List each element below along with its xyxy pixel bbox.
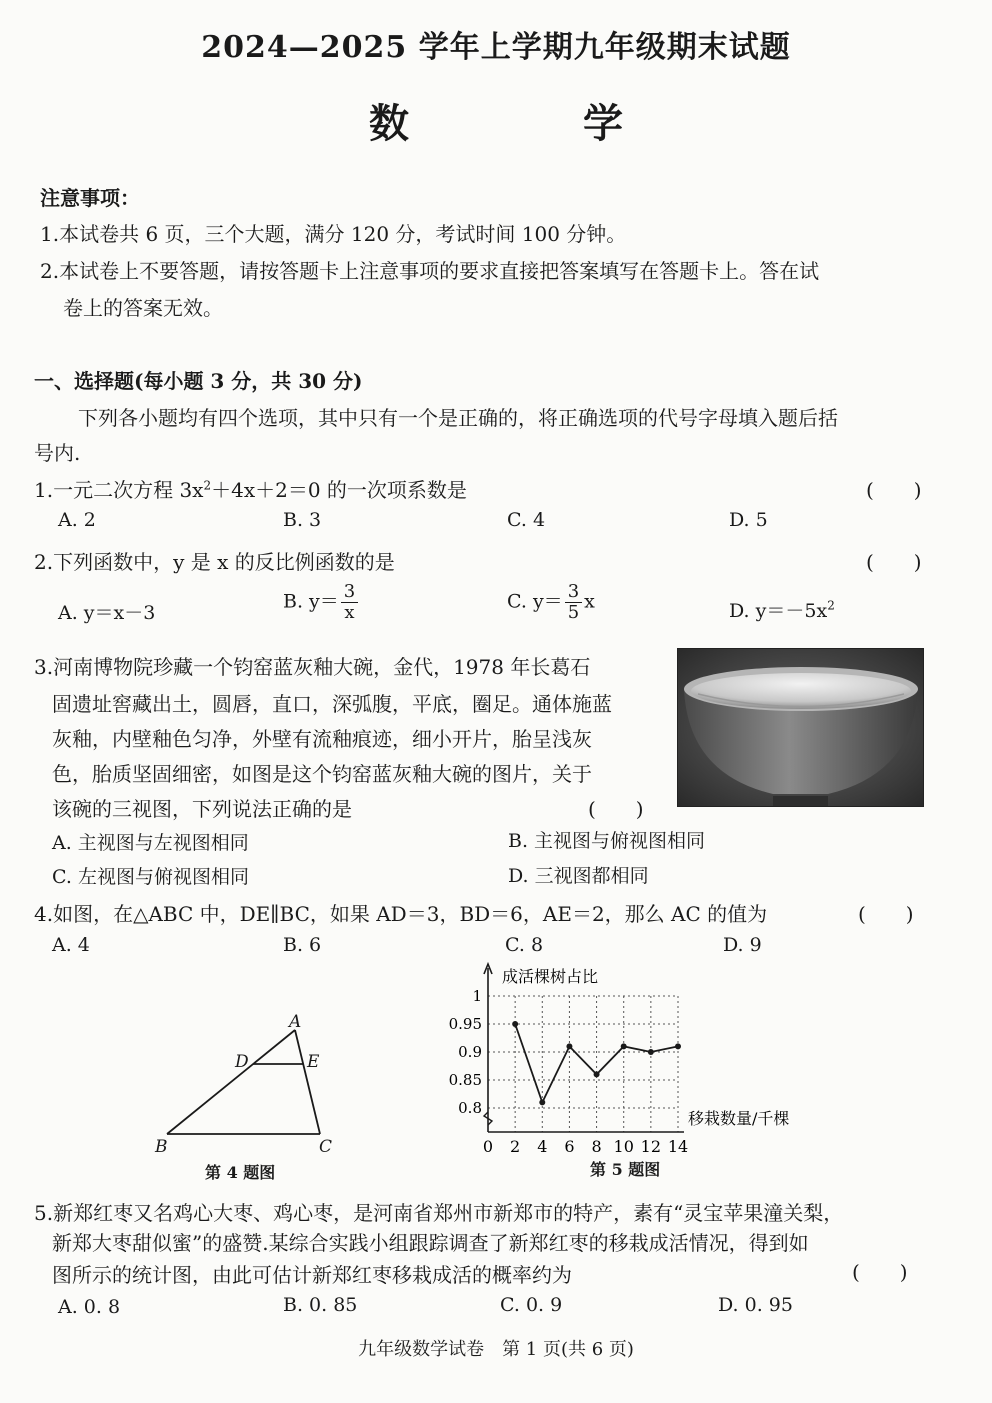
label-d: D	[235, 1052, 249, 1072]
data-point	[675, 1043, 681, 1049]
question-2-stem: 2.下列函数中，y 是 x 的反比例函数的是	[34, 550, 395, 574]
answer-paren: ( )	[852, 1260, 908, 1284]
data-point	[512, 1021, 518, 1027]
figure-5-caption: 第 5 题图	[590, 1160, 661, 1179]
x-tick-label: 8	[591, 1137, 602, 1156]
section-intro-cont: 号内.	[34, 441, 81, 465]
y-tick-label: 0.85	[448, 1071, 482, 1089]
subject-title: 数 学	[369, 100, 703, 147]
question-3-line: 色，胎质坚固细密，如图是这个钧窑蓝灰釉大碗的图片，关于	[52, 762, 592, 786]
data-point	[566, 1043, 572, 1049]
chart-xlabel: 移栽数量/千棵	[688, 1109, 790, 1128]
exam-title: 2024—2025 学年上学期九年级期末试题	[201, 30, 791, 65]
option-a: A. 2	[58, 509, 96, 531]
answer-paren: ( )	[858, 902, 914, 926]
series-line	[515, 1024, 678, 1102]
data-point	[621, 1043, 627, 1049]
notice-item-2: 2.本试卷上不要答题，请按答题卡上注意事项的要求直接把答案填写在答题卡上。答在试	[40, 259, 820, 283]
question-3-line: 固遗址窖藏出土，圆唇，直口，深弧腹，平底，圈足。通体施蓝	[52, 692, 612, 716]
question-5-line: 新郑大枣甜似蜜”的盛赞.某综合实践小组跟踪调查了新郑红枣的移栽成活情况，得到如	[52, 1231, 809, 1255]
question-3-line: 3.河南博物院珍藏一个钧窑蓝灰釉大碗，金代，1978 年长葛石	[34, 655, 591, 679]
notice-item-2-cont: 卷上的答案无效。	[63, 296, 223, 320]
option-b: B. 0. 85	[283, 1294, 358, 1316]
y-tick-label: 0.95	[448, 1015, 482, 1033]
section-heading: 一、选择题(每小题 3 分，共 30 分)	[34, 369, 363, 393]
option-d: D. $y=-5x^2$	[729, 598, 835, 622]
option-d: D. 9	[723, 934, 762, 956]
x-tick-label: 4	[537, 1137, 548, 1156]
page-footer: 九年级数学试卷 第 1 页(共 6 页)	[358, 1339, 634, 1360]
notice-heading: 注意事项：	[40, 186, 140, 210]
bowl-photo	[677, 648, 924, 807]
answer-paren: ( )	[866, 478, 922, 502]
x-tick-label: 10	[613, 1137, 634, 1156]
question-5-line: 5.新郑红枣又名鸡心大枣、鸡心枣，是河南省郑州市新郑市的特产，素有“灵宝苹果潼关梨，	[34, 1201, 844, 1225]
option-a: A. 4	[52, 934, 90, 956]
option-b: B. 主视图与俯视图相同	[508, 830, 706, 852]
option-b: B. y＝ $\frac{3}{x}$	[283, 582, 360, 623]
figure-4-caption: 第 4 题图	[205, 1163, 276, 1182]
option-c: C. y＝ $\frac{3}{5}$ x	[507, 581, 595, 623]
answer-paren: ( )	[588, 797, 644, 821]
question-3-line: 该碗的三视图，下列说法正确的是	[52, 797, 352, 821]
section-intro: 下列各小题均有四个选项，其中只有一个是正确的，将正确选项的代号字母填入题后括	[78, 406, 838, 430]
side-ac	[295, 1030, 320, 1134]
label-a: A	[289, 1012, 302, 1032]
label-e: E	[307, 1052, 320, 1072]
data-point	[648, 1049, 654, 1055]
option-c: C. 左视图与俯视图相同	[52, 866, 249, 888]
y-tick-label: 1	[472, 987, 482, 1005]
x-tick-label: 6	[564, 1137, 575, 1156]
x-tick-label: 14	[667, 1137, 689, 1156]
option-a: A. y＝x－3	[58, 602, 156, 624]
option-d: D. 0. 95	[718, 1294, 793, 1316]
option-c: C. 8	[505, 934, 544, 956]
label-b: B	[155, 1137, 168, 1157]
option-a: A. 0. 8	[58, 1296, 121, 1318]
option-a: A. 主视图与左视图相同	[52, 832, 249, 854]
survival-rate-chart	[440, 960, 820, 1160]
data-point	[539, 1099, 545, 1105]
x-tick-label: 0	[482, 1137, 494, 1156]
side-ab	[167, 1030, 295, 1134]
data-point	[594, 1071, 600, 1077]
y-tick-label: 0.9	[458, 1043, 482, 1061]
option-d: D. 5	[729, 509, 768, 531]
option-d: D. 三视图都相同	[508, 865, 649, 887]
chart-title: 成活棵树占比	[502, 967, 599, 986]
question-5-line: 图所示的统计图，由此可估计新郑红枣移栽成活的概率约为	[52, 1263, 572, 1287]
answer-paren: ( )	[866, 550, 922, 574]
option-c: C. 0. 9	[500, 1294, 563, 1316]
x-tick-label: 2	[510, 1137, 521, 1156]
x-tick-label: 12	[640, 1137, 662, 1156]
option-b: B. 3	[283, 509, 322, 531]
notice-item-1: 1.本试卷共 6 页，三个大题，满分 120 分，考试时间 100 分钟。	[40, 222, 627, 246]
triangle-figure	[145, 1005, 345, 1165]
option-c: C. 4	[507, 509, 546, 531]
label-c: C	[319, 1137, 333, 1157]
question-3-line: 灰釉，内壁釉色匀净，外壁有流釉痕迹，细小开片，胎呈浅灰	[52, 727, 592, 751]
option-b: B. 6	[283, 934, 322, 956]
y-tick-label: 0.8	[458, 1099, 482, 1117]
question-1-stem: 1.一元二次方程 $3x^2+4x+2=0$ 的一次项系数是	[34, 478, 467, 502]
question-4-stem: 4.如图，在△ABC 中，DE∥BC，如果 AD＝3，BD＝6，AE＝2，那么 AC 的值为	[34, 902, 768, 926]
